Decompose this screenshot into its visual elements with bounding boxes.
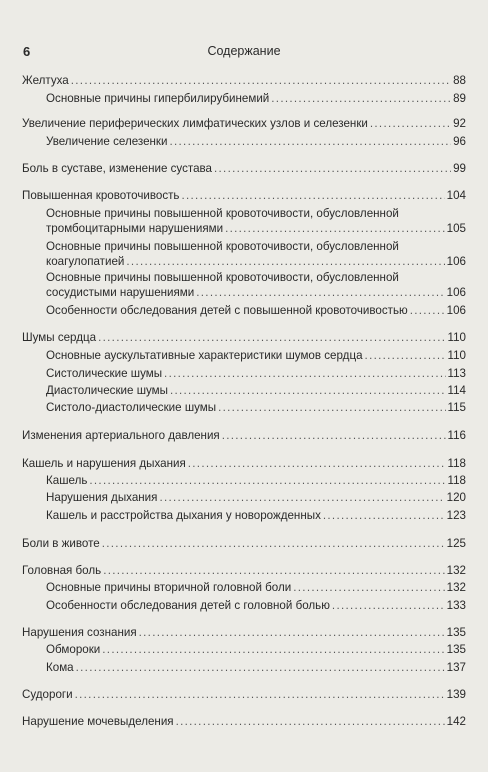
toc-entry-title: Изменения артериального давления	[22, 429, 220, 442]
toc-entry-title: Головная боль	[22, 564, 102, 577]
leader-dots	[293, 580, 444, 595]
toc-entry-title: Боли в животе	[22, 537, 100, 550]
toc-entry-page: 89	[453, 92, 466, 105]
toc-subentry-first-line: Основные причины повышенной кровоточивости, обусловленной	[46, 240, 399, 253]
leader-dots	[89, 473, 445, 488]
toc-entry[interactable]	[22, 330, 466, 345]
toc-subentry[interactable]	[46, 134, 466, 149]
toc-entry[interactable]	[22, 116, 466, 131]
leader-dots	[332, 598, 445, 613]
toc-entry-title: Кома	[46, 661, 74, 674]
toc-entry-title: Кашель и расстройства дыхания у новорожденных	[46, 509, 321, 522]
toc-entry-title: тромбоцитарными нарушениями	[46, 222, 224, 235]
leader-dots	[103, 563, 444, 578]
toc-entry-page: 142	[446, 715, 466, 728]
toc-subentry[interactable]	[46, 303, 466, 318]
toc-entry-page: 92	[453, 117, 466, 130]
toc-entry-page: 110	[447, 331, 466, 344]
toc-entry[interactable]	[22, 625, 466, 640]
toc-subentry[interactable]	[46, 383, 466, 398]
toc-subentry-first-line: Основные причины повышенной кровоточивости, обусловленной	[46, 271, 399, 284]
toc-entry-title: Особенности обследования детей с повышенной кровоточивостью	[46, 304, 408, 317]
toc-entry[interactable]	[22, 428, 466, 443]
toc-entry-page: 115	[447, 401, 466, 414]
toc-entry-title: Кашель и нарушения дыхания	[22, 457, 186, 470]
toc-entry-title: Увеличение периферических лимфатических узлов и селезенки	[22, 117, 368, 130]
leader-dots	[159, 490, 444, 505]
toc-subentry[interactable]	[46, 508, 466, 523]
toc-entry-title: Систолические шумы	[46, 367, 163, 380]
toc-entry-page: 104	[446, 189, 466, 202]
leader-dots	[102, 536, 445, 551]
toc-subentry[interactable]	[46, 642, 466, 657]
leader-dots	[170, 383, 446, 398]
leader-dots	[76, 660, 445, 675]
toc-subentry[interactable]	[46, 490, 466, 505]
toc-entry-title: Нарушения сознания	[22, 626, 137, 639]
toc-entry-title: Повышенная кровоточивость	[22, 189, 180, 202]
toc-subentry[interactable]	[46, 254, 466, 269]
toc-entry-title: Основные аускультативные характеристики шумов сердца	[46, 349, 363, 362]
toc-entry[interactable]	[22, 73, 466, 88]
leader-dots	[71, 73, 451, 88]
leader-dots	[169, 134, 451, 149]
toc-subentry[interactable]	[46, 285, 466, 300]
leader-dots	[370, 116, 451, 131]
leader-dots	[126, 254, 444, 269]
toc-entry-page: 139	[446, 688, 466, 701]
toc-entry-page: 99	[453, 162, 466, 175]
toc-entry-title: Нарушение мочевыделения	[22, 715, 174, 728]
toc-entry-page: 113	[447, 367, 466, 380]
page-header	[0, 44, 488, 60]
toc-entry-page: 118	[447, 457, 466, 470]
toc-entry-title: Шумы сердца	[22, 331, 97, 344]
toc-entry-page: 118	[447, 474, 466, 487]
leader-dots	[176, 714, 445, 729]
leader-dots	[196, 285, 444, 300]
leader-dots	[102, 642, 444, 657]
toc-entry-page: 132	[446, 564, 466, 577]
leader-dots	[98, 330, 445, 345]
toc-subentry-first-line: Основные причины повышенной кровоточивости, обусловленной	[46, 207, 399, 220]
leader-dots	[188, 456, 446, 471]
toc-entry-title: Судороги	[22, 688, 73, 701]
toc-entry[interactable]	[22, 687, 466, 702]
toc-entry-page: 88	[453, 74, 466, 87]
toc-entry-title: Основные причины вторичной головной боли	[46, 581, 292, 594]
toc-subentry[interactable]	[46, 580, 466, 595]
toc-entry-page: 106	[446, 255, 466, 268]
toc-entry-title: Увеличение селезенки	[46, 135, 168, 148]
toc-entry-page: 106	[446, 304, 466, 317]
toc-entry[interactable]	[22, 536, 466, 551]
toc-entry[interactable]	[22, 563, 466, 578]
toc-entry-title: Кашель	[46, 474, 88, 487]
toc-entry[interactable]	[22, 456, 466, 471]
leader-dots	[75, 687, 445, 702]
toc-entry-page: 105	[446, 222, 466, 235]
toc-entry-title: сосудистыми нарушениями	[46, 286, 195, 299]
toc-entry-page: 133	[446, 599, 466, 612]
toc-subentry[interactable]	[46, 598, 466, 613]
toc-entry[interactable]	[22, 161, 466, 176]
toc-entry-title: Нарушения дыхания	[46, 491, 158, 504]
toc-entry-title: коагулопатией	[46, 255, 125, 268]
leader-dots	[181, 188, 444, 203]
toc-entry-page: 110	[447, 349, 466, 362]
toc-entry-title: Диастолические шумы	[46, 384, 168, 397]
toc-entry[interactable]	[22, 714, 466, 729]
toc-entry[interactable]	[22, 188, 466, 203]
toc-subentry[interactable]	[46, 660, 466, 675]
toc-entry-title: Особенности обследования детей с головной болью	[46, 599, 330, 612]
leader-dots	[218, 400, 445, 415]
toc-subentry[interactable]	[46, 348, 466, 363]
toc-entry-page: 135	[446, 626, 466, 639]
leader-dots	[271, 91, 451, 106]
toc-entry-page: 106	[446, 286, 466, 299]
toc-entry-title: Обмороки	[46, 643, 101, 656]
leader-dots	[410, 303, 445, 318]
leader-dots	[214, 161, 451, 176]
leader-dots	[225, 221, 445, 236]
toc-subentry[interactable]	[46, 91, 466, 106]
toc-entry-page: 137	[446, 661, 466, 674]
toc-entry-page: 132	[446, 581, 466, 594]
toc-subentry[interactable]	[46, 366, 466, 381]
toc-entry-page: 96	[453, 135, 466, 148]
page-title: Содержание	[207, 44, 281, 58]
page-number: 6	[23, 44, 31, 59]
leader-dots	[164, 366, 445, 381]
toc-entry-title: Боль в суставе, изменение сустава	[22, 162, 212, 175]
leader-dots	[139, 625, 445, 640]
toc-entry-page: 114	[447, 384, 466, 397]
leader-dots	[323, 508, 445, 523]
toc-entry-page: 116	[447, 429, 466, 442]
toc-entry-title: Систоло-диастолические шумы	[46, 401, 217, 414]
toc-entry-page: 125	[446, 537, 466, 550]
toc-entry-title: Желтуха	[22, 74, 69, 87]
leader-dots	[365, 348, 446, 363]
toc-subentry[interactable]	[46, 221, 466, 236]
toc-subentry[interactable]	[46, 473, 466, 488]
toc-entry-page: 120	[446, 491, 466, 504]
leader-dots	[222, 428, 446, 443]
toc-entry-page: 123	[446, 509, 466, 522]
toc-entry-title: Основные причины гипербилирубинемий	[46, 92, 270, 105]
toc-subentry[interactable]	[46, 400, 466, 415]
toc-entry-page: 135	[446, 643, 466, 656]
